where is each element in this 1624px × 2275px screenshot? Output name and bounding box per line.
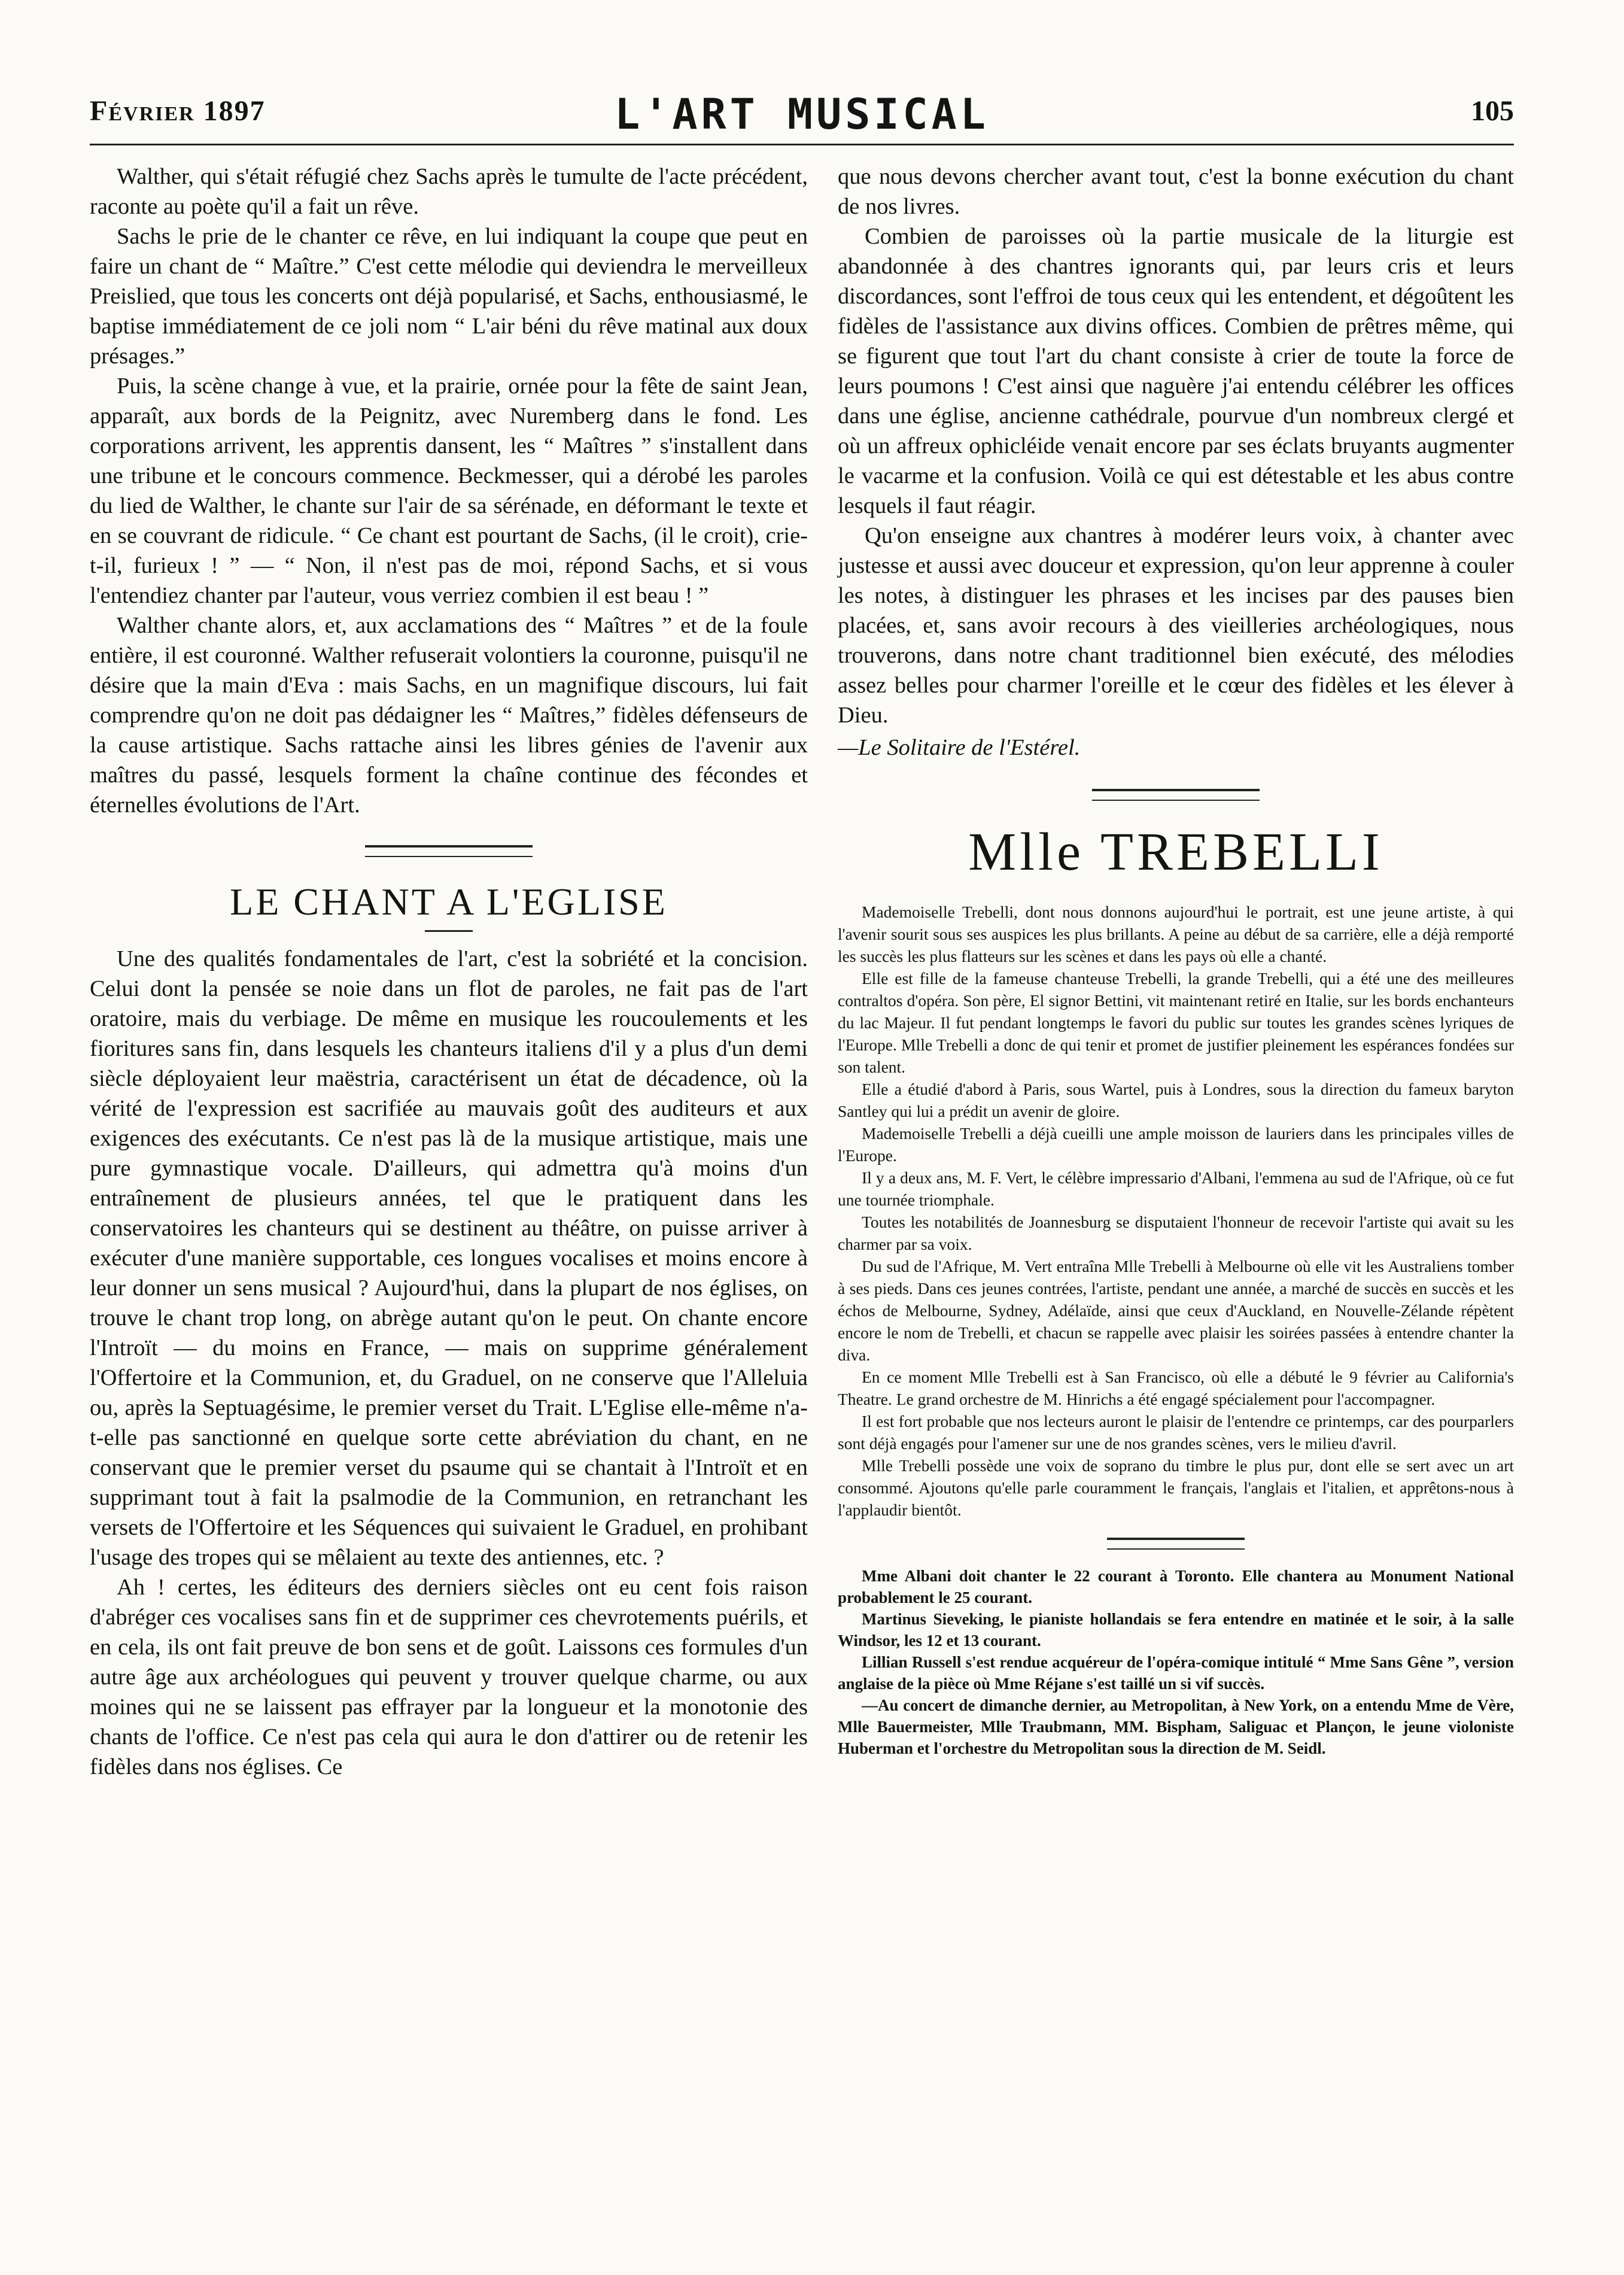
page-header — [90, 90, 1514, 145]
section-title-trebelli: Mlle TREBELLI — [968, 822, 1383, 882]
section-divider — [838, 1538, 1514, 1550]
article-paragraph: que nous devons chercher avant tout, c'est la bonne exécution du chant de nos livres. — [838, 164, 1514, 219]
article-paragraph: Il est fort probable que nos lecteurs auront le plaisir de l'entendre ce printemps, car des pourparlers sont déjà engagés pour l'amener sur une de nos grandes scènes, vers le milieu d'avril. — [838, 1412, 1514, 1453]
article-paragraph: Qu'on enseigne aux chantres à modérer leurs voix, à chanter avec justesse et aussi avec douceur et expression, qu'on leur apprenne à couler les notes, à distinguer les phrases et les incises par des pauses bien placées, et, sans avoir recours à des vieilleries archéologiques, nous trouverons, dans notre chant traditionnel bien exécuté, des mélodies assez belles pour charmer l'oreille et le cœur des fidèles et les élever à Dieu. — [838, 523, 1514, 728]
article-paragraph: Sachs le prie de le chanter ce rêve, en lui indiquant la coupe que peut en faire un chant de “ Maître.” C'est cette mélodie qui deviendra le merveilleux Preislied, que tous les concerts ont déjà popularisé, et Sachs, enthousiasmé, le baptise immédiatement de ce joli nom “ L'air béni du rêve matinal aux doux présages.” — [90, 224, 808, 369]
article-paragraph: Elle a étudié d'abord à Paris, sous Wartel, puis à Londres, sous la direction du fameux baryton Santley qui lui a prédit un avenir de gloire. — [838, 1080, 1514, 1120]
article-paragraph: Walther chante alors, et, aux acclamations des “ Maîtres ” et de la foule entière, il est couronné. Walther refuserait volontiers la couronne, puisqu'il ne désire que la main d'Eva : mais Sachs, en un magnifique discours, lui fait comprendre qu'on ne doit pas dédaigner les “ Maîtres,” fidèles défenseurs de la cause artistique. Sachs rattache ainsi les libres génies de l'avenir aux maîtres du passé, lesquels forment la chaîne continue des fécondes et éternelles évolutions de l'Art. — [90, 613, 808, 818]
right-column — [838, 162, 1514, 1759]
article-paragraph: Une des qualités fondamentales de l'art, c'est la sobriété et la concision. Celui dont la pensée se noie dans un flot de paroles, ne fait pas de l'art oratoire, mais du verbiage. De même en musique les roucoulements et les fioritures sans fin, dans lesquels les chanteurs italiens d'il y a plus d'un demi siècle déployaient leur maëstria, caractérisent un état de décadence, où la vérité de l'expression est sacrifiée au mauvais goût des auditeurs et aux exigences des exécutants. Ce n'est pas là de la musique artistique, mais une pure gymnastique vocale. D'ailleurs, qui admettra qu'à moins d'un entraînement de plusieurs années, tel que le pratiquent dans les conservatoires les chanteurs qui se destinent au théâtre, on puisse arriver à exécuter d'une manière supportable, ces longues vocalises et moins encore à leur donner un sens musical ? Aujourd'hui, dans la plupart de nos églises, on trouve le chant trop long, on abrège autant qu'on le peut. On chante encore l'Introït — du moins en France, — mais on supprime généralement l'Offertoire et la Communion, et, du Graduel, on ne conserve que l'Alleluia ou, après la Septuagésime, le premier verset du Trait. L'Eglise elle-même n'a-t-elle pas sanctionné en quelque sorte cette abréviation du chant, en ne conservant que le premier verset du psaume qui se chantait à l'Introït et en supprimant tout à fait la psalmodie de la Communion, en retranchant les versets de l'Offertoire et les Séquences qui suivaient le Graduel, en prohibant l'usage des tropes qui se mêlaient au texte des antiennes, etc. ? — [90, 946, 808, 1570]
article-paragraph: Mademoiselle Trebelli, dont nous donnons aujourd'hui le portrait, est une jeune artiste, à qui l'avenir sourit sous ses auspices les plus brillants. A peine au début de sa carrière, elle a déjà remporté les succès les plus flatteurs sur les scènes et dans les pays où elle a chanté. — [838, 903, 1514, 965]
article-paragraph: Ah ! certes, les éditeurs des derniers siècles ont eu cent fois raison d'abréger ces vocalises sans fin et de supprimer ces chevrotements puérils, et en cela, ils ont fait preuve de bon sens et de goût. Laissons ces formules d'un autre âge aux archéologues qui peuvent y trouver quelque charme, ou aux moines qui ne se laissent pas effrayer par la longueur et la monotonie des chants de l'office. Ce n'est pas cela qui aura le don d'attirer ou de retenir les fidèles dans nos églises. Ce — [90, 1575, 808, 1779]
news-item: Lillian Russell s'est rendue acquéreur de l'opéra-comique intitulé “ Mme Sans Gêne ”, version anglaise de la pièce où Mme Réjane s'est taillé un si vif succès. — [838, 1653, 1514, 1693]
news-briefs — [838, 1565, 1514, 1759]
article-paragraph: Mlle Trebelli possède une voix de soprano du timbre le plus pur, dont elle se sert avec un art consommé. Ajoutons qu'elle parle couramment le français, l'anglais et l'italien, et apprêtons-nous à l'applaudir bientôt. — [838, 1456, 1514, 1519]
double-rule — [1092, 789, 1260, 801]
chant-continuation — [838, 162, 1514, 763]
title-underline — [425, 930, 473, 932]
news-item: Martinus Sieveking, le pianiste hollandais se fera entendre en matinée et le soir, à la salle Windsor, les 12 et 13 courant. — [838, 1610, 1514, 1650]
news-item: Mme Albani doit chanter le 22 courant à Toronto. Elle chantera au Monument National probablement le 25 courant. — [838, 1567, 1514, 1606]
section-title-chant: LE CHANT A L'EGLISE — [230, 880, 668, 923]
section-divider — [90, 845, 808, 857]
issue-date: Février 1897 — [90, 95, 266, 127]
walther-article — [90, 162, 808, 820]
article-paragraph: Toutes les notabilités de Joannesburg se disputaient l'honneur de recevoir l'artiste qui avait su les charmer par sa voix. — [838, 1213, 1514, 1253]
article-paragraph: Combien de paroisses où la partie musicale de la liturgie est abandonnée à des chantres ignorants qui, par leurs cris et leurs discordances, sont l'effroi de tous ceux qui les entendent, et dégoûtent les fidèles de l'assistance aux divins offices. Combien de prêtres même, qui se figurent que tout l'art du chant consiste à crier de toute la force de leurs poumons ! C'est ainsi que naguère j'ai entendu célébrer les offices dans une église, ancienne cathédrale, pourvue d'un nombreux clergé et où un affreux ophicléide venait encore par ses éclats bruyants augmenter le vacarme et la confusion. Voilà ce qui est détestable et les abus contre lesquels il faut réagir. — [838, 224, 1514, 518]
double-rule — [365, 845, 533, 857]
article-paragraph: Elle est fille de la fameuse chanteuse Trebelli, la grande Trebelli, qui a été une des meilleures contraltos d'opéra. Son père, El signor Bettini, vit maintenant retiré en Italie, sur les bords enchanteurs du lac Majeur. Il fut pendant longtemps le favori du public sur toutes les grandes scènes lyriques de l'Europe. Mlle Trebelli a donc de qui tenir et promet de justifier pleinement les espérances fondées sur son talent. — [838, 969, 1514, 1076]
trebelli-article — [838, 901, 1514, 1521]
article-paragraph: Walther, qui s'était réfugié chez Sachs après le tumulte de l'acte précédent, raconte au poète qu'il a fait un rêve. — [90, 164, 808, 219]
masthead-title: L'ART MUSICAL — [615, 90, 989, 139]
article-paragraph: Mademoiselle Trebelli a déjà cueilli une ample moisson de lauriers dans les principales villes de l'Europe. — [838, 1124, 1514, 1165]
section-divider — [838, 789, 1514, 801]
news-item: —Au concert de dimanche dernier, au Metropolitan, à New York, on a entendu Mme de Vère, Mlle Bauermeister, Mlle Traubmann, MM. Bispham, Saliguac et Plançon, le jeune violoniste Huberman et l'orchestre du Metropolitan sous la direction de M. Seidl. — [838, 1696, 1514, 1757]
article-paragraph: En ce moment Mlle Trebelli est à San Francisco, où elle a débuté le 9 février au California's Theatre. Le grand orchestre de M. Hinrichs a été engagé spécialement pour l'accompagner. — [838, 1368, 1514, 1408]
article-signature: —Le Solitaire de l'Estérel. — [838, 735, 1081, 760]
double-rule — [1107, 1538, 1245, 1550]
page-number: 105 — [1471, 95, 1514, 127]
article-paragraph: Du sud de l'Afrique, M. Vert entraîna Mlle Trebelli à Melbourne où elle vit les Australiens tomber à ses pieds. Dans ces jeunes contrées, l'artiste, pendant une année, a marché de succès en succès et les échos de Melbourne, Sydney, Adélaïde, ainsi que ceux d'Auckland, en Nouvelle-Zélande répètent encore le nom de Trebelli, et chacun se rappelle avec plaisir les soirées passées à entendre chanter la diva. — [838, 1257, 1514, 1364]
chant-article — [90, 944, 808, 1782]
left-column — [90, 162, 808, 1782]
article-paragraph: Puis, la scène change à vue, et la prairie, ornée pour la fête de saint Jean, apparaît, aux bords de la Peignitz, avec Nuremberg dans le fond. Les corporations arrivent, les apprentis dansent, les “ Maîtres ” s'installent dans une tribune et le concours commence. Beckmesser, qui a dérobé les paroles du lied de Walther, le chante sur l'air de sa sérénade, en déformant le texte et en se couvrant de ridicule. “ Ce chant est pourtant de Sachs, (il le croit), crie-t-il, furieux ! ” — “ Non, il n'est pas de moi, répond Sachs, et si vous l'entendiez chanter par l'auteur, vous verriez combien il est beau ! ” — [90, 373, 808, 608]
article-paragraph: Il y a deux ans, M. F. Vert, le célèbre impressario d'Albani, l'emmena au sud de l'Afrique, où ce fut une tournée triomphale. — [838, 1168, 1514, 1209]
